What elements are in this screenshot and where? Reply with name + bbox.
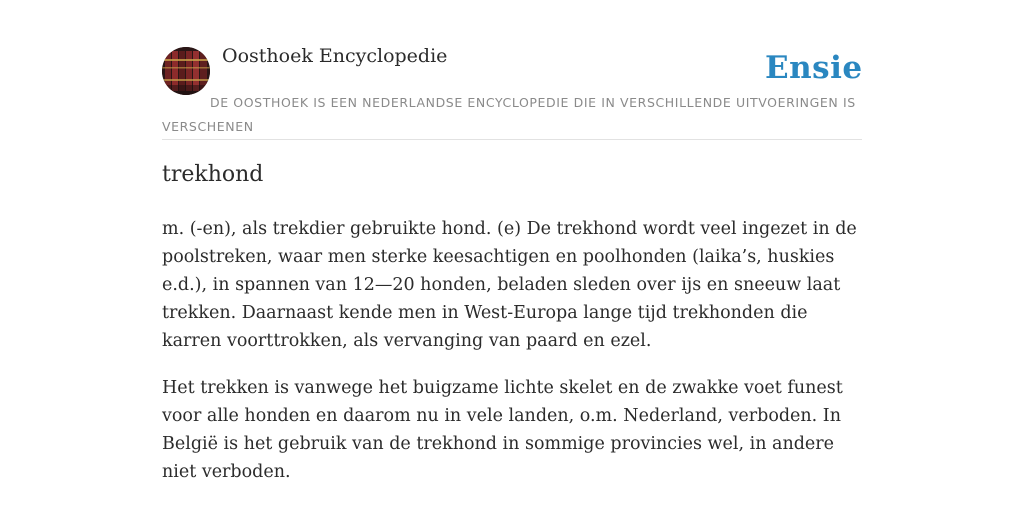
site-title[interactable]: Oosthoek Encyclopedie — [222, 45, 448, 67]
header-divider — [162, 139, 862, 140]
site-subtitle: DE OOSTHOEK IS EEN NEDERLANDSE ENCYCLOPEDIE DIE IN VERSCHILLENDE UITVOERINGEN IS VERSCHENEN — [162, 95, 856, 134]
article-body — [162, 215, 862, 505]
article-paragraph: Het trekken is vanwege het buigzame lichte skelet en de zwakke voet funest voor alle honden en daarom nu in vele landen, o.m. Nederland, verboden. In België is het gebruik van de trekhond in sommige provincies wel, in andere niet verboden. — [162, 378, 843, 482]
article-paragraph: m. (-en), als trekdier gebruikte hond. (e) De trekhond wordt veel ingezet in de poolstreken, waar men sterke keesachtigen en poolhonden (laika’s, huskies e.d.), in spannen van 12—20 honden, beladen sleden over ijs en sneeuw laat trekken. Daarnaast kende men in West-Europa lange tijd trekhonden die karren voorttrokken, als vervanging van paard en ezel. — [162, 219, 857, 351]
page-title: trekhond — [162, 162, 264, 187]
avatar[interactable] — [162, 47, 210, 95]
encyclopedia-books-icon — [162, 47, 210, 95]
brand-logo[interactable]: Ensie — [765, 50, 863, 86]
